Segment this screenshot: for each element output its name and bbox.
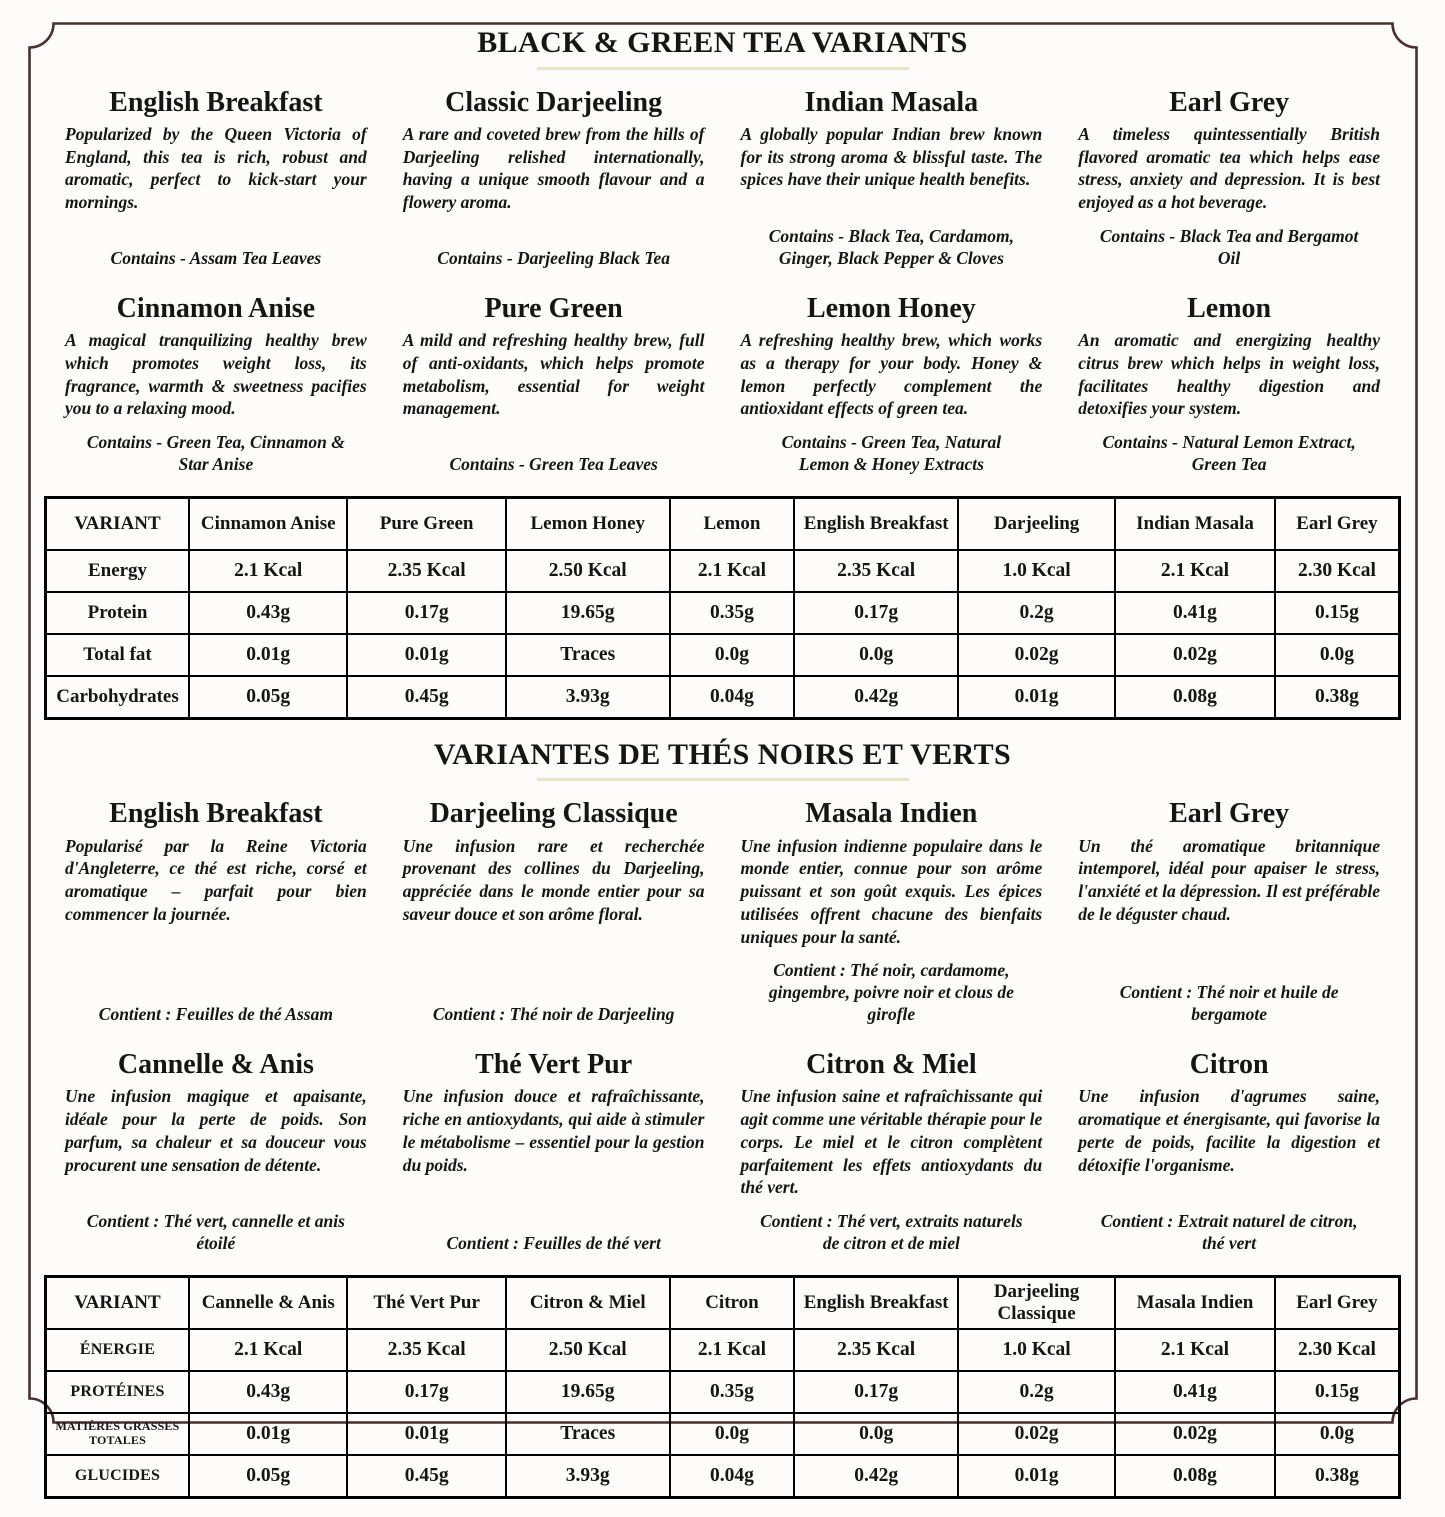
table-value-cell: 0.0g — [794, 634, 958, 676]
table-value-cell: 0.15g — [1275, 1371, 1400, 1413]
table-value-cell: 0.38g — [1275, 676, 1400, 719]
table-header-row — [46, 1276, 1400, 1329]
table-row-label: Energy — [46, 550, 190, 592]
table-value-cell: 0.01g — [347, 634, 505, 676]
tea-card — [60, 286, 372, 486]
table-value-cell: 2.35 Kcal — [347, 1329, 505, 1371]
tea-name: English Breakfast — [109, 798, 323, 830]
table-value-cell: 0.17g — [794, 1371, 958, 1413]
table-value-cell: 2.1 Kcal — [1115, 1329, 1275, 1371]
table-value-cell: 2.1 Kcal — [1115, 550, 1275, 592]
tea-name: Pure Green — [484, 292, 623, 324]
tea-card — [398, 791, 710, 1036]
tea-name: Classic Darjeeling — [445, 86, 663, 118]
table-value-cell: 0.35g — [670, 1371, 795, 1413]
table-value-cell: 0.04g — [670, 1455, 795, 1498]
table-row-label: Protein — [46, 592, 190, 634]
table-row — [46, 1371, 1400, 1413]
table-value-cell: 0.0g — [1275, 634, 1400, 676]
nutrition-table-french — [44, 1275, 1401, 1499]
tea-description: A refreshing healthy brew, which works as a therapy for your body. Honey & lemon perfectly complement the antioxidant effects of green tea. — [740, 330, 1043, 419]
table-row — [46, 1455, 1400, 1498]
tea-card — [736, 791, 1048, 1036]
tea-name: Citron & Miel — [806, 1049, 977, 1081]
table-header-cell: Earl Grey — [1275, 1276, 1400, 1329]
table-header-row — [46, 497, 1400, 550]
table-value-cell: Traces — [506, 1413, 670, 1455]
tea-description: Une infusion d'agrumes saine, aromatique et énergisante, qui favorise la perte de poids, facilite la digestion et détoxifie l'organisme. — [1078, 1086, 1380, 1175]
tea-name: Cinnamon Anise — [116, 292, 316, 324]
table-value-cell: 3.93g — [506, 676, 670, 719]
tea-ingredients: Contains - Green Tea, Cinnamon & Star Anise — [86, 432, 345, 474]
table-value-cell: 0.08g — [1115, 1455, 1275, 1498]
table-header-cell: Indian Masala — [1115, 497, 1275, 550]
table-value-cell: 0.17g — [347, 592, 505, 634]
table-value-cell: 1.0 Kcal — [958, 1329, 1115, 1371]
tea-name: Cannelle & Anis — [117, 1049, 314, 1081]
title-underline — [537, 67, 909, 70]
tea-ingredients: Contient : Thé vert, extraits naturels de citron et de miel — [760, 1211, 1023, 1254]
table-row-label: PROTÉINES — [46, 1371, 190, 1413]
tea-description: Une infusion indienne populaire dans le monde entier, connue pour son arôme puissant et son goût exquis. Les épices utilisées offrent chacune des bienfaits uniques pour la santé. — [740, 835, 1043, 947]
tea-ingredients: Contient : Extrait naturel de citron, thé vert — [1100, 1211, 1358, 1254]
table-row — [46, 550, 1400, 592]
table-value-cell: Traces — [506, 634, 670, 676]
tea-name: Masala Indien — [805, 798, 978, 830]
table-value-cell: 0.17g — [794, 592, 958, 634]
tea-description: Une infusion rare et recherchée provenant des collines du Darjeeling, appréciée dans le monde entier pour sa saveur douce et son arôme floral. — [402, 835, 705, 924]
tea-ingredients: Contains - Black Tea, Cardamom, Ginger, Black Pepper & Cloves — [768, 225, 1015, 268]
table-value-cell: 0.42g — [794, 1455, 958, 1498]
table-row — [46, 1329, 1400, 1371]
table-row — [46, 676, 1400, 719]
tea-card — [60, 791, 372, 1036]
table-header-cell: Masala Indien — [1115, 1276, 1275, 1329]
table-value-cell: 0.08g — [1115, 676, 1275, 719]
table-value-cell: 0.01g — [958, 1455, 1115, 1498]
table-value-cell: 0.41g — [1115, 592, 1275, 634]
tea-name: Lemon — [1187, 292, 1272, 324]
table-header-cell: VARIANT — [46, 1276, 190, 1329]
table-value-cell: 0.02g — [1115, 1413, 1275, 1455]
table-header-cell: Cinnamon Anise — [189, 497, 347, 550]
table-header-cell: Pure Green — [347, 497, 505, 550]
tea-description: Popularisé par la Reine Victoria d'Angleterre, ce thé est riche, corsé et aromatique – parfait pour bien commencer la journée. — [65, 835, 367, 924]
table-header-cell: VARIANT — [46, 497, 190, 550]
table-value-cell: 0.38g — [1275, 1455, 1400, 1498]
tea-card — [60, 1042, 372, 1265]
table-row — [46, 634, 1400, 676]
table-header-cell: Cannelle & Anis — [189, 1276, 347, 1329]
table-row — [46, 1413, 1400, 1455]
table-row-label: GLUCIDES — [46, 1455, 190, 1498]
tea-ingredients: Contient : Feuilles de thé vert — [446, 1233, 661, 1254]
tea-ingredients: Contient : Thé noir de Darjeeling — [432, 1004, 675, 1025]
tea-name: Earl Grey — [1169, 798, 1290, 830]
tea-ingredients: Contains - Green Tea, Natural Lemon & Honey Extracts — [781, 432, 1002, 474]
table-value-cell: 2.35 Kcal — [347, 550, 505, 592]
table-value-cell: 0.2g — [958, 592, 1115, 634]
tea-card — [60, 80, 372, 280]
panel-content — [44, 26, 1401, 1517]
table-value-cell: 0.02g — [958, 1413, 1115, 1455]
tea-ingredients: Contient : Thé noir, cardamome, gingembre, poivre noir et clous de girofle — [768, 960, 1014, 1025]
section-french — [44, 738, 1401, 1499]
table-value-cell: 0.02g — [1115, 634, 1275, 676]
tea-card — [398, 80, 710, 280]
tea-ingredients: Contient : Feuilles de thé Assam — [98, 1004, 333, 1025]
table-value-cell: 0.43g — [189, 592, 347, 634]
table-row-label: Total fat — [46, 634, 190, 676]
table-header-cell: Lemon Honey — [506, 497, 670, 550]
tea-description: A timeless quintessentially British flavored aromatic tea which helps ease stress, anxiety and depression. It is best enjoyed as a hot beverage. — [1078, 123, 1380, 213]
tea-ingredients: Contains - Darjeeling Black Tea — [437, 247, 670, 268]
table-value-cell: 2.30 Kcal — [1275, 1329, 1400, 1371]
table-value-cell: 0.0g — [1275, 1413, 1400, 1455]
tea-name: Thé Vert Pur — [475, 1049, 633, 1081]
table-value-cell: 0.41g — [1115, 1371, 1275, 1413]
table-value-cell: 0.0g — [794, 1413, 958, 1455]
tea-ingredients: Contains - Assam Tea Leaves — [110, 247, 322, 268]
tea-ingredients: Contient : Thé vert, cannelle et anis étoilé — [86, 1211, 345, 1254]
table-value-cell: 2.50 Kcal — [506, 550, 670, 592]
tea-description: Une infusion saine et rafraîchissante qui agit comme une véritable thérapie pour le corps. Le miel et le citron complètent parfaitement les effets antioxydants du thé vert. — [740, 1086, 1043, 1198]
table-value-cell: 2.35 Kcal — [794, 1329, 958, 1371]
table-value-cell: 0.0g — [670, 634, 795, 676]
table-value-cell: 0.2g — [958, 1371, 1115, 1413]
table-value-cell: 0.01g — [347, 1413, 505, 1455]
table-header-cell: Darjeeling Classique — [958, 1276, 1115, 1329]
tea-card — [398, 286, 710, 486]
tea-description: A mild and refreshing healthy brew, full of anti-oxidants, which helps promote metabolism, essential for weight management. — [402, 330, 705, 419]
tea-name: Earl Grey — [1169, 86, 1290, 118]
tea-cards-grid-french — [44, 791, 1401, 1265]
tea-description: A globally popular Indian brew known for its strong aroma & blissful taste. The spices have their unique health benefits. — [740, 123, 1043, 190]
nutrition-table-english — [44, 496, 1401, 720]
table-value-cell: 2.1 Kcal — [189, 550, 347, 592]
section-title-french: VARIANTES DE THÉS NOIRS ET VERTS — [433, 737, 1012, 771]
tea-description: Une infusion magique et apaisante, idéale pour la perte de poids. Son parfum, sa chaleur et sa douceur vous procurent une sensation de détente. — [65, 1086, 367, 1175]
tea-cards-grid-english — [44, 80, 1401, 486]
section-english — [44, 26, 1401, 720]
table-value-cell: 2.1 Kcal — [670, 1329, 795, 1371]
table-header-cell: Citron — [670, 1276, 795, 1329]
tea-ingredients: Contains - Green Tea Leaves — [449, 453, 658, 474]
table-value-cell: 0.01g — [958, 676, 1115, 719]
tea-card — [1073, 791, 1385, 1036]
table-value-cell: 19.65g — [506, 1371, 670, 1413]
table-value-cell: 2.1 Kcal — [189, 1329, 347, 1371]
tea-description: A magical tranquilizing healthy brew which promotes weight loss, its fragrance, warmth & sweetness pacifies you to a relaxing mood. — [65, 330, 367, 419]
table-value-cell: 0.35g — [670, 592, 795, 634]
tea-ingredients: Contains - Black Tea and Bergamot Oil — [1099, 225, 1359, 268]
table-value-cell: 0.05g — [189, 1455, 347, 1498]
tea-name: Lemon Honey — [806, 292, 976, 324]
tea-description: Une infusion douce et rafraîchissante, riche en antioxydants, qui aide à stimuler le métabolisme – essentiel pour la gestion du poids. — [402, 1086, 705, 1175]
table-value-cell: 2.30 Kcal — [1275, 550, 1400, 592]
table-value-cell: 0.45g — [347, 1455, 505, 1498]
tea-name: Indian Masala — [804, 86, 979, 118]
table-header-cell: Thé Vert Pur — [347, 1276, 505, 1329]
tea-card — [736, 1042, 1048, 1265]
table-header-cell: English Breakfast — [794, 497, 958, 550]
table-header-cell: Citron & Miel — [506, 1276, 670, 1329]
tea-name: English Breakfast — [109, 86, 323, 118]
table-value-cell: 0.43g — [189, 1371, 347, 1413]
table-value-cell: 0.15g — [1275, 592, 1400, 634]
tea-card — [736, 80, 1048, 280]
table-value-cell: 2.1 Kcal — [670, 550, 795, 592]
table-header-cell: Earl Grey — [1275, 497, 1400, 550]
table-value-cell: 0.01g — [189, 1413, 347, 1455]
tea-card — [1073, 80, 1385, 280]
table-value-cell: 19.65g — [506, 592, 670, 634]
tea-description: An aromatic and energizing healthy citrus brew which helps in weight loss, facilitates healthy digestion and detoxifies your system. — [1078, 330, 1380, 419]
table-value-cell: 0.01g — [189, 634, 347, 676]
tea-description: Un thé aromatique britannique intemporel, idéal pour apaiser le stress, l'anxiété et la dépression. Il est préférable de le déguster chaud. — [1078, 835, 1380, 924]
tea-ingredients: Contains - Natural Lemon Extract, Green Tea — [1102, 432, 1356, 474]
tea-card — [736, 286, 1048, 486]
table-value-cell: 0.0g — [670, 1413, 795, 1455]
table-value-cell: 0.02g — [958, 634, 1115, 676]
table-header-cell: Lemon — [670, 497, 795, 550]
table-row — [46, 592, 1400, 634]
table-value-cell: 0.04g — [670, 676, 795, 719]
table-value-cell: 3.93g — [506, 1455, 670, 1498]
table-row-label: ÉNERGIE — [46, 1329, 190, 1371]
tea-card — [398, 1042, 710, 1265]
table-row-label: MATIÈRES GRASSES TOTALES — [46, 1413, 190, 1455]
table-value-cell: 2.35 Kcal — [794, 550, 958, 592]
title-underline — [537, 778, 909, 781]
table-row-label: Carbohydrates — [46, 676, 190, 719]
table-header-cell: English Breakfast — [794, 1276, 958, 1329]
tea-name: Darjeeling Classique — [429, 798, 678, 830]
tea-description: Popularized by the Queen Victoria of England, this tea is rich, robust and aromatic, perfect to kick-start your mornings. — [65, 123, 367, 213]
tea-description: A rare and coveted brew from the hills of Darjeeling relished internationally, having a unique smooth flavour and a flowery aroma. — [402, 123, 705, 213]
tea-card — [1073, 286, 1385, 486]
table-value-cell: 0.45g — [347, 676, 505, 719]
table-header-cell: Darjeeling — [958, 497, 1115, 550]
tea-ingredients: Contient : Thé noir et huile de bergamote — [1119, 982, 1339, 1025]
table-value-cell: 0.17g — [347, 1371, 505, 1413]
table-value-cell: 0.05g — [189, 676, 347, 719]
table-value-cell: 0.42g — [794, 676, 958, 719]
section-title-english: BLACK & GREEN TEA VARIANTS — [477, 26, 968, 59]
tea-name: Citron — [1189, 1049, 1269, 1081]
table-value-cell: 2.50 Kcal — [506, 1329, 670, 1371]
tea-card — [1073, 1042, 1385, 1265]
table-value-cell: 1.0 Kcal — [958, 550, 1115, 592]
